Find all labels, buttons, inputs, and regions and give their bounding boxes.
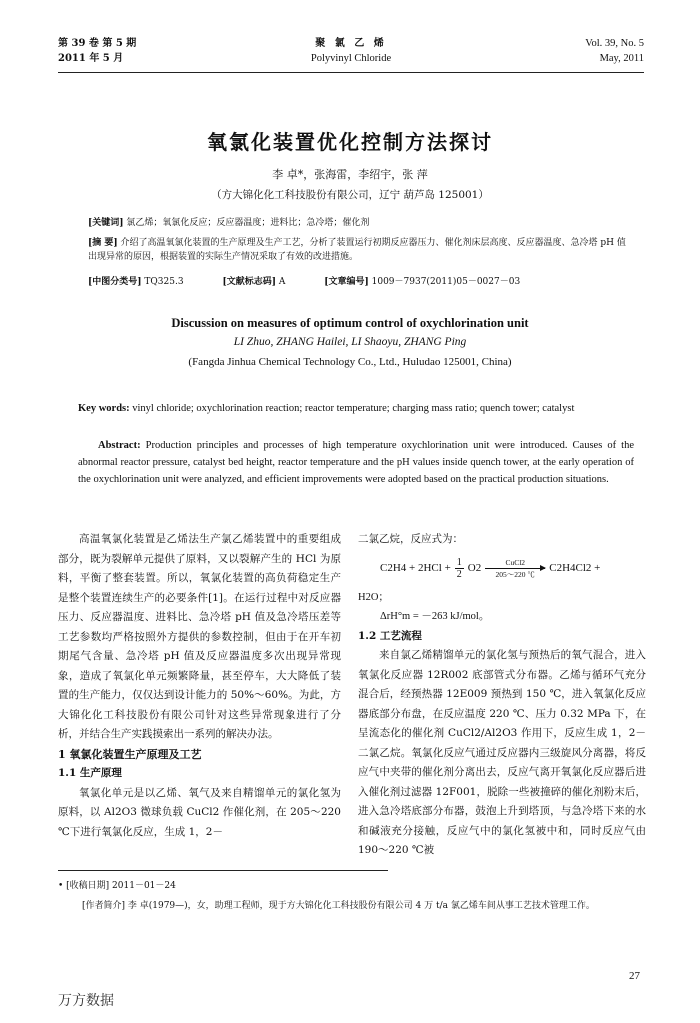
equation-oxygen: O2 (467, 561, 482, 574)
fraction-denominator: 2 (456, 569, 462, 580)
reaction-arrow (485, 558, 545, 579)
equation-water: H2O； (358, 591, 389, 603)
journal-name-en: Polyvinyl Chloride (310, 53, 392, 64)
running-header (58, 36, 644, 72)
article-id-label: [文章编号] (324, 277, 369, 287)
body-column-left (58, 530, 341, 842)
journal-volume-en (585, 36, 644, 66)
subsection-heading-1-1: 1.1 生产原理 (58, 767, 122, 779)
journal-name-cn: 聚 氯 乙 烯 (315, 38, 387, 49)
date-en: May, 2011 (599, 53, 644, 64)
condition-label: 205～220 ℃ (495, 570, 535, 579)
authors-cn: 李 卓*，张海雷，李绍宇，张 萍 (272, 168, 428, 181)
doc-code (222, 277, 303, 287)
keywords-en-label: Key words: (78, 403, 130, 414)
date-cn: 2011 年 5 月 (58, 53, 124, 64)
continuation-text: 二氯乙烷，反应式为： (358, 533, 463, 545)
arrow-line (485, 568, 545, 569)
equation-rhs: C2H4Cl2 + (549, 561, 601, 574)
keywords-en-text: vinyl chloride; oxychlorination reaction; reactor temperature; charging mass ratio; quench tower; catalyst (132, 403, 575, 414)
affiliation-cn: （方大锦化化工科技股份有限公司，辽宁 葫芦岛 125001） (211, 189, 489, 201)
article-id-value: 1009－7937(2011)05－0027－03 (371, 277, 521, 287)
article-title-cn: 氧氯化装置优化控制方法探讨 (207, 130, 493, 154)
footnote-author-bio: [作者简介] 李 卓(1979—)，女，助理工程师，现于方大锦化化工科技股份有限公司 4 万 t/a 氯乙烯车间从事工艺技术管理工作。 (82, 901, 595, 911)
clc-label: [中图分类号] (88, 277, 142, 287)
catalyst-label: CuCl2 (505, 558, 526, 567)
process-paragraph: 来自氯乙烯精馏单元的氯化氢与预热后的氧气混合，进入氧氯化反应器 12R002 底部管式分布器。乙烯与循环气充分混合后，经预热器 12E009 预热到 150 ℃，进入氧氯化反应器底部分布盘，在反应温度 220 ℃、压力 0.32 MPa 下，在呈流态化的催化剂 CuCl2/Al2O3 作用下，反应生成 1，2－二氯乙烷。氧氯化反应气通过反应器内三级旋风分离器，将反应气中夹带的催化剂分离出去，反应气离开氧氯化反应器后进入催化剂过滤器 12F001，脱除一些被撞碎的催化剂粉末后，进入急冷塔底部分布器，鼓泡上升到塔顶，与急冷塔下来的水和碱液充分接触，反应气中的氯化氢被中和，同时反应气由 190～220 ℃被 (358, 649, 646, 856)
abstract-en-text: Production principles and processes of high temperature oxychlorination unit were introduced. Causes of the abnormal reactor pressure, catalyst bed height, reactor temperature and the pH values inside quench tower, at the early operation of the oxychlorination unit were analyzed, and efficient improvements were adopted based on the practical production situations. (78, 440, 634, 485)
abstract-cn (88, 236, 634, 264)
watermark-text: 万方数据 (58, 993, 114, 1009)
abstract-cn-label: [摘 要] (88, 238, 118, 248)
article-id (324, 277, 538, 287)
clc-value: TQ325.3 (144, 277, 184, 287)
fraction-numerator: 1 (456, 557, 462, 568)
doc-code-label: [文献标志码] (222, 277, 276, 287)
keywords-cn-label: [关键词] (88, 218, 124, 228)
clc-number (88, 277, 202, 287)
reaction-equation (358, 550, 646, 588)
page-number: 27 (629, 970, 640, 982)
abstract-en (78, 437, 634, 488)
header-rule (58, 72, 644, 73)
section-heading-1: 1 氧氯化装置生产原理及工艺 (58, 747, 202, 761)
footnote-rule (58, 870, 388, 871)
keywords-cn-text: 氯乙烯；氧氯化反应；反应器温度；进料比；急冷塔；催化剂 (126, 218, 370, 228)
body-column-right (358, 530, 646, 861)
volume-issue-cn: 第 39 卷 第 5 期 (58, 38, 137, 49)
classification-line (88, 275, 634, 289)
keywords-en (78, 400, 634, 417)
equation-fraction (455, 557, 464, 580)
doc-code-value: A (278, 277, 286, 287)
abstract-cn-text: 介绍了高温氧氯化装置的生产原理及生产工艺，分析了装置运行初期反应器压力、催化剂床层高度、反应器温度、急冷塔 pH 值出现异常的原因，根据装置的实际生产情况采取了有效的改进措施。 (88, 238, 626, 262)
principle-paragraph: 氧氯化单元是以乙烯、氧气及来自精馏单元的氯化氢为原料，以 Al2O3 微球负载 CuCl2 作催化剂，在 205～220 ℃下进行氧氯化反应，生成 1，2－ (58, 786, 341, 838)
subsection-heading-1-2: 1.2 工艺流程 (358, 629, 422, 642)
affiliation-en: (Fangda Jinhua Chemical Technology Co., Ltd., Huludao 125001, China) (188, 356, 512, 368)
keywords-cn (88, 216, 634, 230)
intro-paragraph: 高温氧氯化装置是乙烯法生产氯乙烯装置中的重要组成部分，既为裂解单元提供了原料，又以裂解产生的 HCl 为原料，平衡了整套装置。所以，氧氯化装置的高负荷稳定生产是整个装置连续生产的必要条件[1]。在运行过程中对反应器压力、反应器温度、进料比、急冷塔 pH 值及急冷塔压差等工艺参数均严格按照外方提供的参数控制，但由于在开车初期尾气含量、急冷塔 pH 值及反应器温度多次出现异常现象，造成了氧氯化单元频繁降量，甚至停车，大大降低了装置的生产能力，仅仅达到设计能力的 50%～60%。为此，方大锦化化工科技股份有限公司针对这些异常现象进行了分析，并结合生产实践摸索出一系列的解决办法。 (58, 533, 341, 740)
equation-lhs: C2H4 + 2HCl + (380, 561, 451, 574)
volume-issue-en: Vol. 39, No. 5 (585, 38, 644, 49)
abstract-en-label: Abstract: (98, 440, 141, 451)
equation-enthalpy: ΔrH°m = －263 kJ/mol。 (380, 611, 490, 622)
article-title-en: Discussion on measures of optimum control of oxychlorination unit (171, 316, 529, 330)
footnote-received: • [收稿日期] 2011－01－24 (58, 881, 176, 891)
authors-en: LI Zhuo, ZHANG Hailei, LI Shaoyu, ZHANG Ping (233, 336, 467, 348)
journal-name (58, 36, 644, 66)
